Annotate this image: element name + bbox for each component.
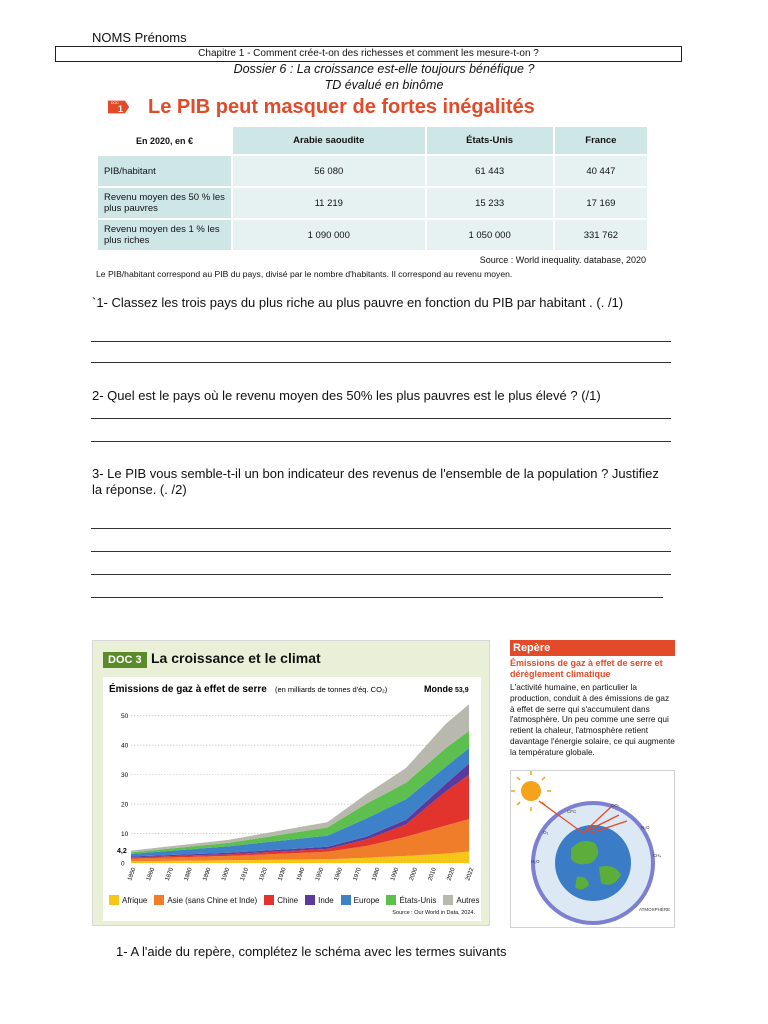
x-tick-label: 1850 xyxy=(127,867,138,882)
doc1-figure xyxy=(92,92,652,282)
legend-label: États-Unis xyxy=(399,896,437,905)
doc3-title: La croissance et le climat xyxy=(151,650,321,666)
answer-line[interactable] xyxy=(91,551,671,552)
label-h2o: H₂O xyxy=(531,859,540,864)
table-cell: 1 090 000 xyxy=(233,220,425,250)
y-tick-label: 50 xyxy=(121,713,129,721)
answer-line[interactable] xyxy=(91,574,671,575)
legend-label: Europe xyxy=(353,896,380,905)
repere-subtitle: Émissions de gaz à effet de serre et dérèglement climatique xyxy=(510,658,663,679)
col-usa: États-Unis xyxy=(427,127,553,154)
legend-item xyxy=(305,895,334,905)
table-cell: 11 219 xyxy=(233,188,425,218)
table-cell: 1 050 000 xyxy=(427,220,553,250)
doc1-table xyxy=(96,125,649,252)
answer-line[interactable] xyxy=(91,341,671,342)
legend-swatch xyxy=(341,895,351,905)
emissions-chart-panel xyxy=(103,677,481,921)
label-co2: CO₂ xyxy=(611,803,620,808)
sun-icon xyxy=(521,781,541,801)
legend-item xyxy=(341,895,380,905)
x-tick-label: 1900 xyxy=(221,867,232,882)
doc1-badge xyxy=(108,94,132,120)
repere-text: L'activité humaine, en particulier la production, conduit à des émissions de gaz à effet de serre qui s'accumulent dans l'atmosphère. Un peu comme une serre qui retient la chaleur, l'atmosphère retient davantage l'énergie solaire, ce qui augmente la température globale. xyxy=(510,682,675,757)
legend-item xyxy=(264,895,298,905)
label-atmosphere: ATMOSPHÈRE xyxy=(639,907,671,912)
legend-swatch xyxy=(443,895,453,905)
start-value: 4,2 xyxy=(117,848,127,855)
x-tick-label: 1960 xyxy=(333,867,345,882)
x-tick-label: 2010 xyxy=(427,867,438,882)
row-label: PIB/habitant xyxy=(98,156,231,186)
doc1-source: Source : World inequality. database, 2020 xyxy=(479,255,646,265)
x-tick-label: 1930 xyxy=(277,867,288,882)
label-ch4: CH₄ xyxy=(653,853,662,858)
chart-legend xyxy=(109,895,480,905)
label-o3: O₃ xyxy=(543,830,549,835)
legend-item xyxy=(154,895,257,905)
y-tick-label: 20 xyxy=(121,801,129,809)
legend-label: Asie (sans Chine et Inde) xyxy=(167,896,258,905)
doc1-note: Le PIB/habitant correspond au PIB du pays, divisé par le nombre d'habitants. Il correspond au revenu moyen. xyxy=(96,269,513,279)
x-tick-label: 1940 xyxy=(296,867,307,882)
x-tick-label: 1870 xyxy=(164,867,176,882)
x-tick-label: 1920 xyxy=(258,867,269,882)
final-question: 1- A l'aide du repère, complétez le schéma avec les termes suivants xyxy=(116,944,507,959)
names-header: NOMS Prénoms xyxy=(92,30,187,45)
table-cell: 17 169 xyxy=(555,188,647,218)
earth-icon xyxy=(555,825,631,901)
x-tick-label: 1950 xyxy=(315,867,326,882)
question-1: `1- Classez les trois pays du plus riche au plus pauvre en fonction du PIB par habitant . (. /1) xyxy=(92,295,624,310)
emissions-chart xyxy=(103,677,481,921)
legend-item xyxy=(443,895,479,905)
legend-swatch xyxy=(386,895,396,905)
legend-label: Inde xyxy=(318,896,334,905)
legend-swatch xyxy=(154,895,164,905)
doc3-figure xyxy=(92,640,490,926)
x-tick-label: 1860 xyxy=(146,867,157,882)
table-corner: En 2020, en € xyxy=(98,127,231,154)
label-n2o: N₂O xyxy=(641,825,650,830)
legend-item xyxy=(109,895,147,905)
greenhouse-diagram-svg xyxy=(511,771,674,927)
table-cell: 56 080 xyxy=(233,156,425,186)
x-tick-label: 1970 xyxy=(352,867,363,882)
legend-swatch xyxy=(109,895,119,905)
x-tick-label: 1980 xyxy=(371,867,382,882)
answer-line[interactable] xyxy=(91,362,671,363)
x-tick-label: 2020 xyxy=(446,867,457,882)
table-cell: 15 233 xyxy=(427,188,553,218)
repere-header: Repère xyxy=(510,640,675,656)
td-subtitle: TD évalué en binôme xyxy=(324,78,444,92)
legend-swatch xyxy=(305,895,315,905)
legend-label: Autres xyxy=(456,896,480,905)
chart-subtitle: (en milliards de tonnes d'éq. CO₂) xyxy=(275,685,388,694)
legend-label: Chine xyxy=(277,896,299,905)
table-row xyxy=(98,188,647,218)
y-tick-label: 0 xyxy=(121,860,125,868)
legend-swatch xyxy=(264,895,274,905)
row-label: Revenu moyen des 1 % les plus riches xyxy=(98,220,231,250)
table-cell: 40 447 xyxy=(555,156,647,186)
x-tick-label: 2022 xyxy=(465,867,476,882)
x-tick-label: 1890 xyxy=(202,867,213,882)
y-tick-label: 30 xyxy=(121,772,129,780)
dossier-title: Dossier 6 : La croissance est-elle toujours bénéfique ? xyxy=(233,62,535,76)
question-2: 2- Quel est le pays où le revenu moyen des 50% les plus pauvres est le plus élevé ? (/1) xyxy=(92,388,601,403)
label-cfc: CFC xyxy=(567,809,577,814)
table-row xyxy=(98,220,647,250)
greenhouse-diagram xyxy=(510,770,675,928)
col-saudi: Arabie saoudite xyxy=(233,127,425,154)
answer-line[interactable] xyxy=(91,597,663,598)
legend-item xyxy=(386,895,436,905)
table-cell: 61 443 xyxy=(427,156,553,186)
chart-title: Émissions de gaz à effet de serre xyxy=(109,684,267,695)
x-tick-label: 1880 xyxy=(183,867,194,882)
table-cell: 331 762 xyxy=(555,220,647,250)
answer-line[interactable] xyxy=(91,441,671,442)
world-label: Monde xyxy=(424,684,453,694)
doc1-badge-top: DOC xyxy=(110,101,119,106)
question-3: 3- Le PIB vous semble-t-il un bon indicateur des revenus de l'ensemble de la population ? Justifiez la réponse. (. /2) xyxy=(92,466,659,497)
col-france: France xyxy=(555,127,647,154)
chapter-title-box: Chapitre 1 - Comment crée-t-on des richesses et comment les mesure-t-on ? xyxy=(55,46,682,62)
doc1-badge-num: 1 xyxy=(117,103,123,114)
doc3-source: Source : Our World in Data, 2024. xyxy=(392,910,475,916)
answer-line[interactable] xyxy=(91,418,671,419)
doc1-title: Le PIB peut masquer de fortes inégalités xyxy=(148,96,535,118)
x-tick-label: 1990 xyxy=(390,867,401,882)
repere-box xyxy=(510,640,675,928)
y-tick-label: 40 xyxy=(121,742,129,750)
y-tick-label: 10 xyxy=(121,831,129,839)
row-label: Revenu moyen des 50 % les plus pauvres xyxy=(98,188,231,218)
legend-label: Afrique xyxy=(122,896,148,905)
doc3-badge: DOC 3 xyxy=(103,652,147,668)
x-tick-label: 2000 xyxy=(408,867,420,882)
table-row xyxy=(98,156,647,186)
x-tick-label: 1910 xyxy=(239,867,251,882)
answer-line[interactable] xyxy=(91,528,671,529)
world-value: 53,9 xyxy=(455,687,469,694)
